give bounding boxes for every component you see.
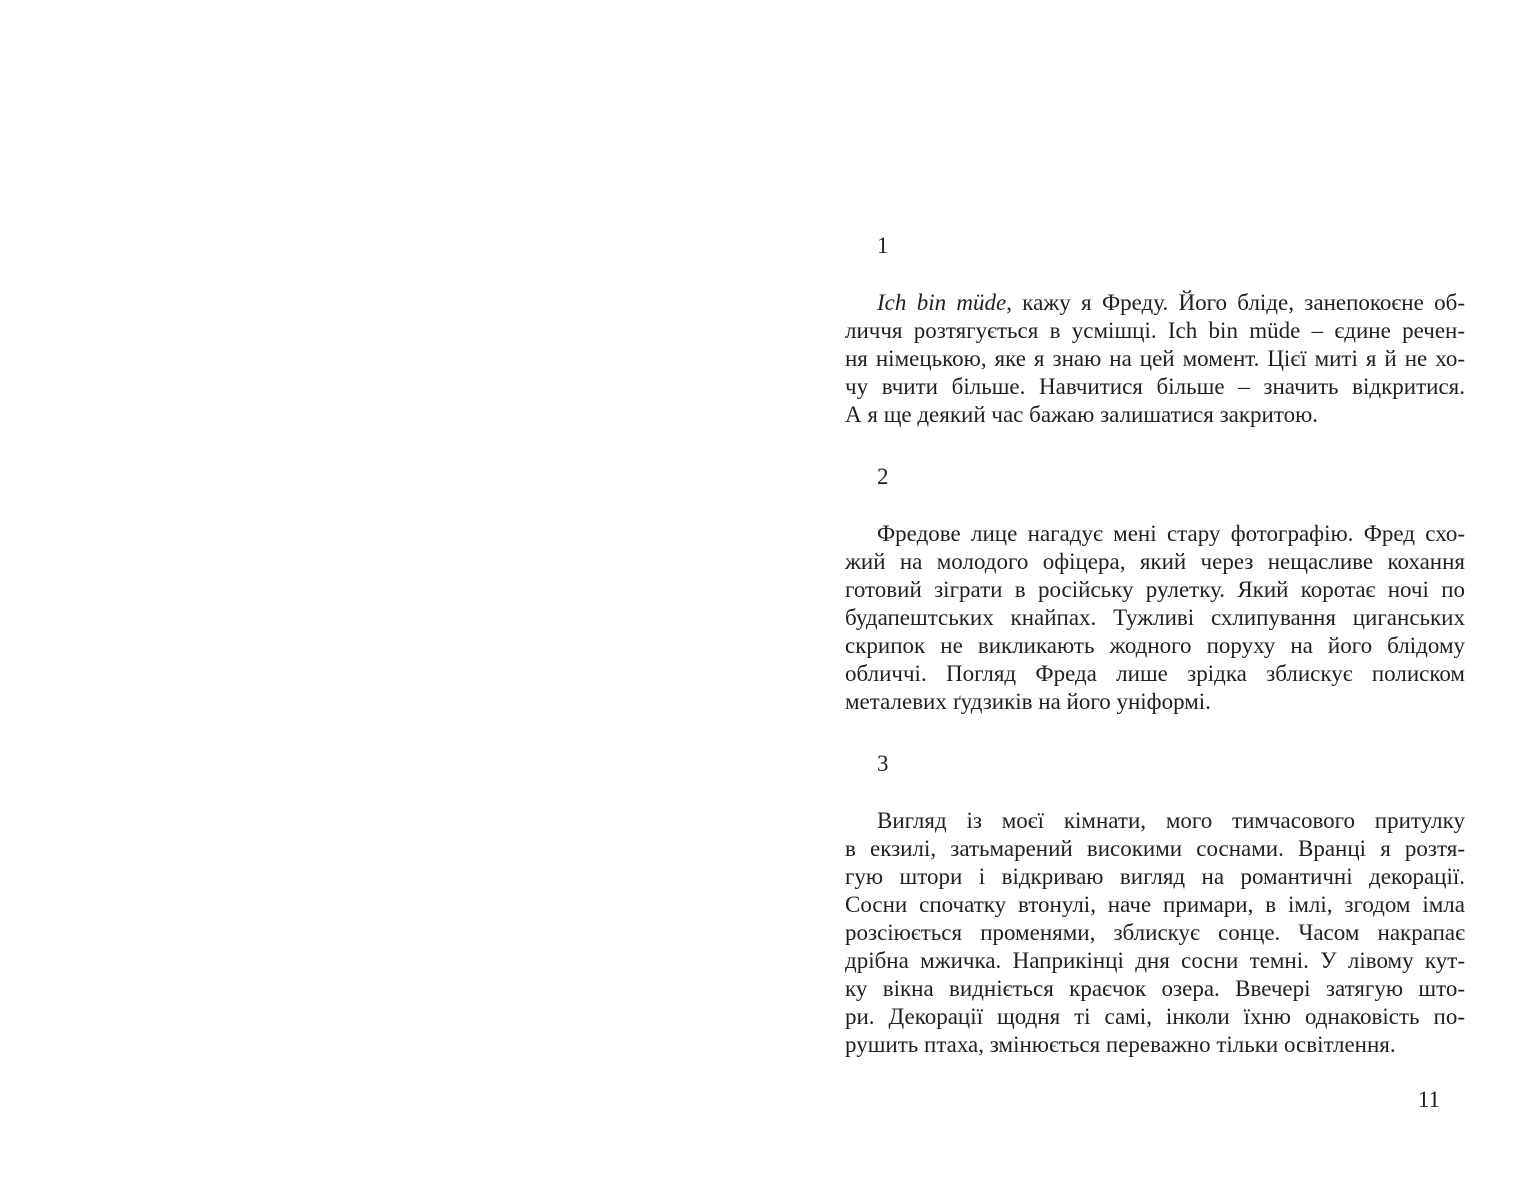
text-line: розсіюється променями, зблискує сонце. Часом накрапає — [845, 920, 1465, 945]
text-line: обличчі. Погляд Фреда лише зрідка зблискує полиском — [845, 661, 1465, 686]
text-line: скрипок не викликають жодного поруху на його блідому — [845, 633, 1465, 658]
section-2 — [845, 463, 1465, 716]
text-line — [845, 289, 1465, 317]
german-phrase-italic: Ich bin müde — [877, 290, 1007, 315]
section-number-3: 3 — [877, 751, 889, 776]
paragraph-3 — [845, 807, 1465, 1059]
text-line: ку вікна видніється краєчок озера. Ввечері затягую што- — [845, 976, 1465, 1001]
text-line: Вигляд із моєї кімнати, мого тимчасового притулку — [877, 808, 1465, 833]
text-line: Сосни спочатку втонулі, наче примари, в імлі, згодом імла — [845, 892, 1465, 917]
text-line: чу вчити більше. Навчитися більше – значить відкритися. — [845, 374, 1465, 399]
text-line: металевих ґудзиків на його уніформі. — [845, 689, 1211, 714]
page-number: 11 — [1417, 1087, 1440, 1112]
text-line: будапештських кнайпах. Тужливі схлипування циганських — [845, 605, 1465, 630]
text-line: гую штори і відкриваю вигляд на романтичні декорації. — [845, 864, 1465, 889]
section-number-2: 2 — [877, 464, 889, 489]
text-line: ня німецькою, яке я знаю на цей момент. Цієї миті я й не хо- — [845, 346, 1465, 371]
text-line: в екзилі, затьмарений високими соснами. Вранці я розтя- — [845, 836, 1465, 861]
text-line: рушить птаха, змінюється переважно тільки освітлення. — [845, 1032, 1396, 1057]
text-line: готовий зіграти в російську рулетку. Який коротає ночі по — [845, 577, 1465, 602]
text-line: жий на молодого офіцера, який через нещасливе кохання — [845, 549, 1465, 574]
section-1 — [845, 232, 1465, 429]
section-number-1: 1 — [877, 233, 889, 258]
text-segment: , кажу я Фреду. Його бліде, занепокоєне об- — [1006, 290, 1465, 315]
text-line: А я ще деякий час бажаю залишатися закритою. — [845, 402, 1319, 427]
text-line: личчя розтягується в усмішці. Ich bin müde – єдине речен- — [845, 318, 1465, 343]
text-line: Фредове лице нагадує мені стару фотографію. Фред схо- — [877, 521, 1465, 546]
text-block — [845, 232, 1465, 1059]
text-line: дрібна мжичка. Наприкінці дня сосни темні. У лівому кут- — [845, 948, 1465, 973]
paragraph-2 — [845, 520, 1465, 716]
text-line: ри. Декорації щодня ті самі, інколи їхню однаковість по- — [845, 1004, 1465, 1029]
paragraph-1 — [845, 289, 1465, 429]
section-3 — [845, 750, 1465, 1059]
